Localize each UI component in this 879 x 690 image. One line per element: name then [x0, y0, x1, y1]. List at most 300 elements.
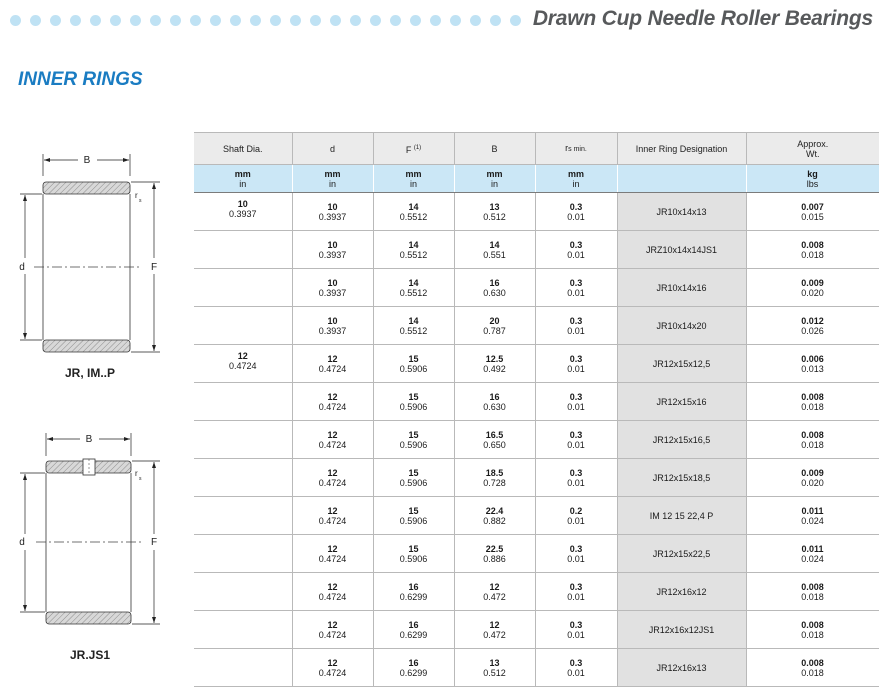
cell-d-metric: 12 [327, 429, 338, 440]
cell-approx-wt-metric: 0.009 [801, 467, 824, 478]
dimension-label-rs-2: r [135, 469, 138, 478]
cell-f-imperial: 0.5512 [399, 249, 428, 260]
cell-inner-ring-designation: JR12x15x22,5 [617, 535, 746, 573]
cell-inner-ring-designation: JRZ10x14x14JS1 [617, 231, 746, 269]
cell-rs-min-metric: 0.3 [569, 353, 583, 364]
cell-inner-ring-designation: JR12x15x16,5 [617, 421, 746, 459]
cell-rs-min-metric: 0.3 [569, 581, 583, 592]
cell-shaft-dia [194, 269, 292, 307]
cell-rs-min-imperial: 0.01 [567, 667, 585, 678]
cell-rs-min-metric: 0.3 [569, 391, 583, 402]
cell-rs-min-imperial: 0.01 [567, 401, 585, 412]
cell-b-metric: 13 [489, 657, 500, 668]
column-header-wt-line2: Wt. [806, 148, 820, 159]
dimension-label-d: d [19, 262, 25, 273]
footnote-marker: (1) [413, 144, 422, 151]
table-row [194, 193, 879, 231]
cell-f-metric: 15 [408, 467, 419, 478]
cell-f-metric: 14 [408, 239, 419, 250]
cell-rs-min-imperial: 0.01 [567, 363, 585, 374]
cell-approx-wt-metric: 0.011 [801, 543, 824, 554]
cell-f-metric: 15 [408, 505, 419, 516]
decorative-dot [50, 15, 61, 26]
cell-f-metric: 16 [408, 657, 419, 668]
cell-shaft-dia [194, 383, 292, 421]
cell-b-metric: 16.5 [485, 429, 504, 440]
cell-f-imperial: 0.5906 [399, 363, 428, 374]
decorative-dot [70, 15, 81, 26]
cell-b-imperial: 0.630 [483, 401, 506, 412]
cell-f-imperial: 0.5906 [399, 439, 428, 450]
cell-d-imperial: 0.4724 [318, 401, 347, 412]
cell-f-metric: 15 [408, 429, 419, 440]
cell-approx-wt-metric: 0.009 [801, 277, 824, 288]
decorative-dot [470, 15, 481, 26]
table-row [194, 497, 879, 535]
cell-f-metric: 16 [408, 619, 419, 630]
decorative-dot [10, 15, 21, 26]
cell-d [292, 459, 373, 497]
cell-b-metric: 22.5 [485, 543, 504, 554]
cell-rs-min-imperial: 0.01 [567, 287, 585, 298]
cell-rs-min [535, 497, 617, 535]
cell-rs-min [535, 193, 617, 231]
cell-inner-ring-designation: JR12x15x18,5 [617, 459, 746, 497]
cell-rs-min-imperial: 0.01 [567, 211, 585, 222]
cell-d-imperial: 0.4724 [318, 515, 347, 526]
cell-rs-min [535, 421, 617, 459]
cell-b [454, 535, 535, 573]
cell-f-imperial: 0.5512 [399, 325, 428, 336]
decorative-dot [350, 15, 361, 26]
cell-f [373, 231, 454, 269]
cell-shaft-dia [194, 535, 292, 573]
cell-shaft-dia [194, 459, 292, 497]
cell-inner-ring-designation: JR10x14x16 [617, 269, 746, 307]
decorative-dot [130, 15, 141, 26]
cell-f-imperial: 0.5906 [399, 553, 428, 564]
cell-f [373, 383, 454, 421]
unit-cell: mm in [454, 165, 535, 193]
column-header-designation: Inner Ring Designation [617, 133, 746, 165]
cell-d-metric: 12 [327, 543, 338, 554]
decorative-dot [430, 15, 441, 26]
cell-rs-min-imperial: 0.01 [567, 477, 585, 488]
decorative-dot [90, 15, 101, 26]
dimension-label-rs: r [135, 191, 138, 200]
cell-rs-min [535, 459, 617, 497]
cell-b [454, 573, 535, 611]
cell-approx-wt [746, 459, 879, 497]
cell-b [454, 383, 535, 421]
decorative-dot [370, 15, 381, 26]
units-row [194, 165, 879, 193]
dimension-label-d-2: d [19, 537, 25, 548]
cell-rs-min-metric: 0.3 [569, 201, 583, 212]
cell-rs-min [535, 611, 617, 649]
cell-f-metric: 16 [408, 581, 419, 592]
diagram-jr-js1 [0, 428, 200, 668]
decorative-dot [190, 15, 201, 26]
cell-rs-min [535, 573, 617, 611]
cell-approx-wt [746, 497, 879, 535]
cell-d-imperial: 0.3937 [318, 211, 347, 222]
cell-d [292, 611, 373, 649]
cell-b [454, 231, 535, 269]
table-row [194, 573, 879, 611]
cell-rs-min-metric: 0.3 [569, 277, 583, 288]
decorative-dot [30, 15, 41, 26]
cell-d-metric: 10 [327, 201, 338, 212]
cell-rs-min-metric: 0.3 [569, 429, 583, 440]
cell-f [373, 611, 454, 649]
decorative-dot [390, 15, 401, 26]
decorative-dot [310, 15, 321, 26]
cell-f-imperial: 0.6299 [399, 591, 428, 602]
column-header-rs-label: r [565, 142, 569, 153]
table-row [194, 535, 879, 573]
decorative-dot [490, 15, 501, 26]
cell-b-metric: 12 [489, 581, 500, 592]
table-row [194, 421, 879, 459]
cell-d-metric: 10 [327, 239, 338, 250]
cell-approx-wt-metric: 0.007 [801, 201, 824, 212]
cell-d-imperial: 0.4724 [318, 439, 347, 450]
cell-rs-min [535, 269, 617, 307]
cell-d [292, 573, 373, 611]
cell-b [454, 307, 535, 345]
cell-inner-ring-designation: JR12x16x13 [617, 649, 746, 687]
cell-d-metric: 12 [327, 353, 338, 364]
cell-f [373, 421, 454, 459]
decorative-dot [270, 15, 281, 26]
cell-inner-ring-designation: JR12x16x12 [617, 573, 746, 611]
cell-approx-wt-metric: 0.012 [801, 315, 824, 326]
page-header [0, 0, 879, 40]
cell-rs-min-imperial: 0.01 [567, 249, 585, 260]
cell-approx-wt [746, 573, 879, 611]
cell-b-imperial: 0.882 [483, 515, 506, 526]
decorative-dot [250, 15, 261, 26]
cell-d [292, 497, 373, 535]
cell-approx-wt [746, 421, 879, 459]
cell-d-imperial: 0.3937 [318, 249, 347, 260]
cell-f [373, 573, 454, 611]
cell-b-metric: 22.4 [485, 505, 504, 516]
cell-shaft-dia [194, 307, 292, 345]
decorative-dot [210, 15, 221, 26]
diagram-caption-jr-js1: JR.JS1 [69, 648, 111, 662]
cell-approx-wt-metric: 0.008 [801, 239, 824, 250]
cell-d-metric: 10 [327, 315, 338, 326]
cell-rs-min-imperial: 0.01 [567, 629, 585, 640]
cell-rs-min [535, 231, 617, 269]
cell-d-metric: 12 [327, 467, 338, 478]
cell-approx-wt-metric: 0.008 [801, 657, 824, 668]
cell-rs-min-metric: 0.3 [569, 543, 583, 554]
cell-approx-wt-imperial: 0.018 [801, 591, 824, 602]
table-row [194, 383, 879, 421]
section-title: INNER RINGS [18, 69, 143, 90]
cell-rs-min-imperial: 0.01 [567, 325, 585, 336]
cell-b-imperial: 0.472 [483, 629, 506, 640]
column-header-shaft-dia: Shaft Dia. [194, 133, 292, 165]
cell-d [292, 345, 373, 383]
cell-b-imperial: 0.512 [483, 211, 506, 222]
cell-shaft-dia [194, 421, 292, 459]
cell-f-metric: 14 [408, 315, 419, 326]
column-header-rs-min [535, 133, 617, 165]
unit-cell-empty [617, 165, 746, 193]
document-title: Drawn Cup Needle Roller Bearings [532, 7, 873, 30]
cell-rs-min-imperial: 0.01 [567, 439, 585, 450]
cell-inner-ring-designation: JR12x15x16 [617, 383, 746, 421]
cell-shaft-dia-imperial: 0.4724 [228, 361, 257, 371]
cell-rs-min [535, 535, 617, 573]
cell-d-imperial: 0.4724 [318, 477, 347, 488]
cell-rs-min [535, 345, 617, 383]
cell-f-imperial: 0.5906 [399, 515, 428, 526]
cell-d-imperial: 0.3937 [318, 287, 347, 298]
cell-inner-ring-designation: JR12x16x12JS1 [617, 611, 746, 649]
cell-shaft-dia [194, 649, 292, 687]
cell-rs-min-metric: 0.2 [569, 505, 583, 516]
inner-ring-with-lube-hole-drawing [0, 428, 200, 643]
cell-approx-wt [746, 649, 879, 687]
cell-approx-wt-imperial: 0.020 [801, 477, 824, 488]
inner-ring-spec-table [194, 132, 879, 687]
table-row [194, 459, 879, 497]
cell-rs-min [535, 649, 617, 687]
cell-b-metric: 12.5 [485, 353, 504, 364]
cell-b-imperial: 0.551 [483, 249, 506, 260]
cell-d [292, 193, 373, 231]
cell-approx-wt-imperial: 0.018 [801, 439, 824, 450]
decorative-dot [110, 15, 121, 26]
cell-approx-wt-imperial: 0.015 [801, 211, 824, 222]
cell-approx-wt-metric: 0.008 [801, 581, 824, 592]
cell-b [454, 459, 535, 497]
cell-b-imperial: 0.886 [483, 553, 506, 564]
column-header-wt-line1: Approx. [797, 138, 829, 149]
cell-b [454, 497, 535, 535]
cell-shaft-dia [194, 611, 292, 649]
dimension-label-f-2: F [150, 537, 158, 548]
cell-rs-min-metric: 0.3 [569, 315, 583, 326]
table-row [194, 269, 879, 307]
cell-d-imperial: 0.4724 [318, 667, 347, 678]
cell-b [454, 345, 535, 383]
cell-d-imperial: 0.4724 [318, 629, 347, 640]
cell-f-imperial: 0.5512 [399, 287, 428, 298]
cell-b [454, 193, 535, 231]
column-header-f [373, 133, 454, 165]
column-header-d: d [292, 133, 373, 165]
diagram-jr-im-p [0, 146, 200, 386]
cell-approx-wt-imperial: 0.018 [801, 667, 824, 678]
cell-approx-wt-metric: 0.011 [801, 505, 824, 516]
cell-d [292, 383, 373, 421]
cell-inner-ring-designation: JR12x15x12,5 [617, 345, 746, 383]
cell-b [454, 269, 535, 307]
cell-b [454, 421, 535, 459]
cell-f-metric: 14 [408, 277, 419, 288]
table-row [194, 649, 879, 687]
cell-approx-wt [746, 345, 879, 383]
cell-b-metric: 13 [489, 201, 500, 212]
cell-approx-wt-imperial: 0.013 [801, 363, 824, 374]
cell-f-imperial: 0.5906 [399, 401, 428, 412]
cell-approx-wt [746, 383, 879, 421]
cell-approx-wt-imperial: 0.024 [801, 553, 824, 564]
cell-f-imperial: 0.6299 [399, 667, 428, 678]
cell-d-metric: 12 [327, 619, 338, 630]
cell-rs-min-metric: 0.3 [569, 467, 583, 478]
cell-f-metric: 15 [408, 391, 419, 402]
cell-d-metric: 12 [327, 657, 338, 668]
table-row [194, 307, 879, 345]
cell-b-metric: 16 [489, 391, 500, 402]
cell-d-imperial: 0.4724 [318, 363, 347, 374]
cell-b-imperial: 0.472 [483, 591, 506, 602]
cell-shaft-dia [194, 193, 292, 231]
dimension-label-f: F [150, 262, 158, 273]
cell-rs-min-metric: 0.3 [569, 239, 583, 250]
cell-inner-ring-designation: JR10x14x20 [617, 307, 746, 345]
cell-d-metric: 12 [327, 391, 338, 402]
cell-approx-wt [746, 307, 879, 345]
column-header-b: B [454, 133, 535, 165]
cell-b-imperial: 0.630 [483, 287, 506, 298]
cell-shaft-dia-metric: 10 [237, 199, 248, 209]
cell-approx-wt-imperial: 0.026 [801, 325, 824, 336]
cell-shaft-dia-metric: 12 [237, 351, 248, 361]
cell-d-imperial: 0.4724 [318, 553, 347, 564]
cell-b-imperial: 0.492 [483, 363, 506, 374]
cell-rs-min-imperial: 0.01 [567, 553, 585, 564]
cell-f [373, 497, 454, 535]
dimension-label-rs-sub: s [139, 198, 142, 204]
cell-f-metric: 14 [408, 201, 419, 212]
column-header-f-label: F [405, 144, 412, 155]
cell-b-imperial: 0.728 [483, 477, 506, 488]
cell-approx-wt-imperial: 0.024 [801, 515, 824, 526]
cell-inner-ring-designation: JR10x14x13 [617, 193, 746, 231]
decorative-dot [170, 15, 181, 26]
cell-approx-wt [746, 611, 879, 649]
column-header-rs-sub: s min. [568, 145, 587, 153]
decorative-dot [330, 15, 341, 26]
cell-inner-ring-designation: IM 12 15 22,4 P [617, 497, 746, 535]
cell-approx-wt [746, 193, 879, 231]
dimension-label-rs-sub-2: s [139, 476, 142, 482]
unit-cell: mm in [194, 165, 292, 193]
cell-f [373, 649, 454, 687]
cell-rs-min-metric: 0.3 [569, 619, 583, 630]
cell-f-imperial: 0.6299 [399, 629, 428, 640]
cell-b-metric: 12 [489, 619, 500, 630]
cell-f [373, 345, 454, 383]
cell-shaft-dia [194, 231, 292, 269]
cell-b-metric: 16 [489, 277, 500, 288]
cell-rs-min [535, 307, 617, 345]
table-row [194, 345, 879, 383]
cell-d [292, 269, 373, 307]
cell-approx-wt-imperial: 0.018 [801, 629, 824, 640]
unit-cell: mm in [373, 165, 454, 193]
cell-shaft-dia [194, 345, 292, 383]
cell-d-metric: 10 [327, 277, 338, 288]
cell-b-imperial: 0.787 [483, 325, 506, 336]
cell-approx-wt-imperial: 0.020 [801, 287, 824, 298]
cell-approx-wt-metric: 0.008 [801, 391, 824, 402]
cell-d-imperial: 0.4724 [318, 591, 347, 602]
cell-f [373, 535, 454, 573]
cell-b [454, 611, 535, 649]
cell-d-metric: 12 [327, 581, 338, 592]
cell-f-imperial: 0.5512 [399, 211, 428, 222]
cell-d-imperial: 0.3937 [318, 325, 347, 336]
cell-approx-wt [746, 231, 879, 269]
cell-approx-wt [746, 535, 879, 573]
table-row [194, 611, 879, 649]
unit-cell: mm in [292, 165, 373, 193]
cell-shaft-dia-imperial: 0.3937 [228, 209, 257, 219]
cell-d [292, 421, 373, 459]
cell-approx-wt-metric: 0.006 [801, 353, 824, 364]
unit-cell: kg lbs [746, 165, 879, 193]
dimension-label-b-2: B [85, 434, 93, 445]
cell-b-imperial: 0.650 [483, 439, 506, 450]
cell-f [373, 459, 454, 497]
decorative-dot [410, 15, 421, 26]
cell-f [373, 307, 454, 345]
cell-f [373, 193, 454, 231]
cell-approx-wt-imperial: 0.018 [801, 401, 824, 412]
cell-f-imperial: 0.5906 [399, 477, 428, 488]
cell-b-imperial: 0.512 [483, 667, 506, 678]
cell-d [292, 649, 373, 687]
table-row [194, 231, 879, 269]
cell-d [292, 231, 373, 269]
cell-rs-min-imperial: 0.01 [567, 591, 585, 602]
cell-d [292, 535, 373, 573]
cell-rs-min-metric: 0.3 [569, 657, 583, 668]
decorative-dot [150, 15, 161, 26]
cell-b [454, 649, 535, 687]
cell-shaft-dia [194, 573, 292, 611]
cell-b-metric: 14 [489, 239, 500, 250]
unit-cell: mm in [535, 165, 617, 193]
cell-d-metric: 12 [327, 505, 338, 516]
cell-approx-wt-metric: 0.008 [801, 619, 824, 630]
decorative-dot [230, 15, 241, 26]
diagram-caption-jr-im-p: JR, IM..P [64, 366, 115, 380]
cell-rs-min-imperial: 0.01 [567, 515, 585, 526]
cell-f [373, 269, 454, 307]
cell-shaft-dia [194, 497, 292, 535]
cell-approx-wt-metric: 0.008 [801, 429, 824, 440]
decorative-dot [290, 15, 301, 26]
cell-b-metric: 20 [489, 315, 500, 326]
decorative-dot [450, 15, 461, 26]
cell-approx-wt [746, 269, 879, 307]
inner-ring-cross-section-drawing [0, 146, 200, 361]
cell-b-metric: 18.5 [485, 467, 504, 478]
column-header-approx-wt [746, 133, 879, 165]
cell-f-metric: 15 [408, 353, 419, 364]
cell-approx-wt-imperial: 0.018 [801, 249, 824, 260]
